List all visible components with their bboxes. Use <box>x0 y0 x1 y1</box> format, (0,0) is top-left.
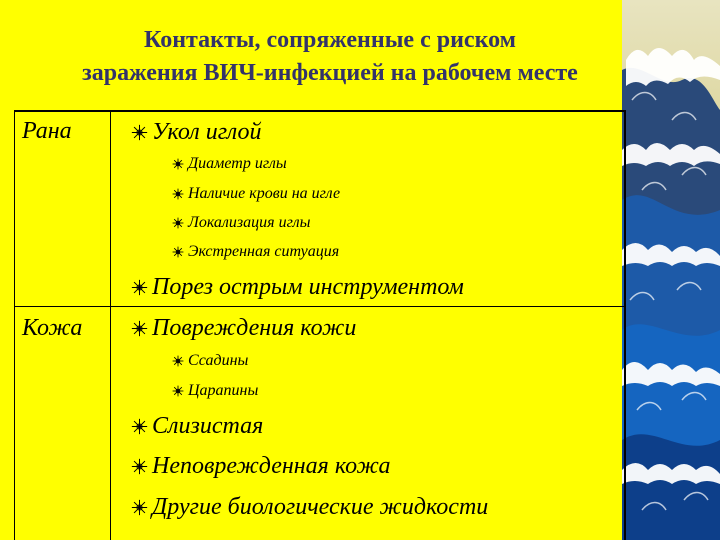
snowflake-star-icon <box>131 279 148 296</box>
list-item-text: Ссадины <box>188 352 249 369</box>
snowflake-star-icon <box>131 124 148 141</box>
list-item-text: Диаметр иглы <box>188 155 287 172</box>
list-item <box>172 155 287 173</box>
snowflake-star-icon <box>172 188 184 200</box>
list-item-text: Слизистая <box>152 413 264 439</box>
list-item <box>131 315 356 342</box>
snowflake-star-icon <box>172 355 184 367</box>
list-item-text: Повреждения кожи <box>152 315 357 341</box>
snowflake-star-icon <box>131 458 148 475</box>
snowflake-star-icon <box>172 385 184 397</box>
list-item <box>131 274 464 301</box>
category-skin: Кожа <box>22 315 83 341</box>
list-item-text: Царапины <box>188 382 259 399</box>
list-item-text: Порез острым инструментом <box>152 274 464 300</box>
category-wound: Рана <box>22 118 72 144</box>
table-top-border <box>14 110 626 112</box>
list-item <box>131 494 488 521</box>
list-item-text: Укол иглой <box>152 119 262 145</box>
table-column-divider <box>110 110 111 540</box>
title-line-1: Контакты, сопряженные с риском <box>144 27 516 53</box>
snowflake-star-icon <box>131 418 148 435</box>
list-item-text: Другие биологические жидкости <box>152 494 489 520</box>
snowflake-star-icon <box>172 217 184 229</box>
list-item <box>172 185 340 203</box>
list-item <box>131 119 262 146</box>
table-right-border <box>624 110 626 540</box>
table-row-divider <box>14 306 626 307</box>
snowflake-star-icon <box>131 320 148 337</box>
list-item <box>172 382 258 400</box>
list-item-text: Экстренная ситуация <box>188 243 340 260</box>
snowflake-star-icon <box>131 499 148 516</box>
list-item <box>172 243 339 261</box>
snowflake-star-icon <box>172 158 184 170</box>
slide-title <box>0 24 660 90</box>
list-item-text: Наличие крови на игле <box>188 185 341 202</box>
list-item <box>131 453 391 480</box>
list-item <box>172 352 248 370</box>
list-item <box>131 413 263 440</box>
snowflake-star-icon <box>172 246 184 258</box>
list-item-text: Локализация иглы <box>188 214 311 231</box>
list-item <box>172 214 310 232</box>
list-item-text: Неповрежденная кожа <box>152 453 391 479</box>
table-left-border <box>14 110 15 540</box>
title-line-2: заражения ВИЧ-инфекцией на рабочем месте <box>82 60 578 86</box>
